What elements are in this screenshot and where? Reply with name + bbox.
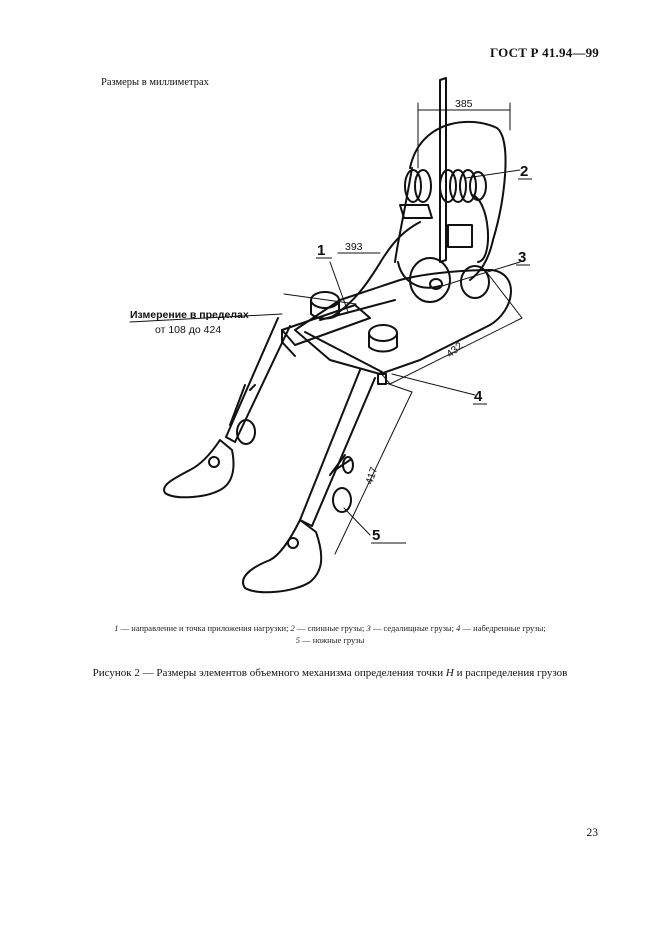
measurement-range-line1: Измерение в пределах [130, 309, 249, 321]
right-foot [243, 520, 321, 592]
measurement-range-line2: от 108 до 424 [155, 324, 222, 336]
page-number: 23 [586, 827, 598, 839]
dim-393: 393 [345, 241, 363, 253]
callout-2: 2 [520, 163, 529, 180]
left-leg [226, 318, 290, 442]
units-note: Размеры в миллиметрах [101, 77, 209, 88]
dim-432: 432 [444, 339, 466, 361]
standard-header: ГОСТ Р 41.94—99 [490, 45, 599, 60]
figure-caption: Рисунок 2 — Размеры элементов объемного механизма определения точки H и распределения грузов [92, 667, 568, 679]
left-foot [164, 440, 233, 497]
seat-weight [410, 258, 450, 302]
callout-3: 3 [518, 249, 527, 266]
callout-1: 1 [317, 242, 326, 259]
callout-5: 5 [372, 527, 381, 544]
right-leg [300, 370, 375, 526]
dim-417: 417 [363, 465, 381, 486]
seat-pan [295, 270, 511, 374]
callout-4: 4 [474, 388, 483, 405]
figure-legend: 1 — направление и точка приложения нагрузки; 2 — спинные грузы; 3 — седалищные грузы; 4 — набедренные грузы; 5 — ножные грузы [114, 623, 546, 645]
thigh-weight-right [369, 325, 397, 352]
dim-385: 385 [455, 98, 473, 110]
